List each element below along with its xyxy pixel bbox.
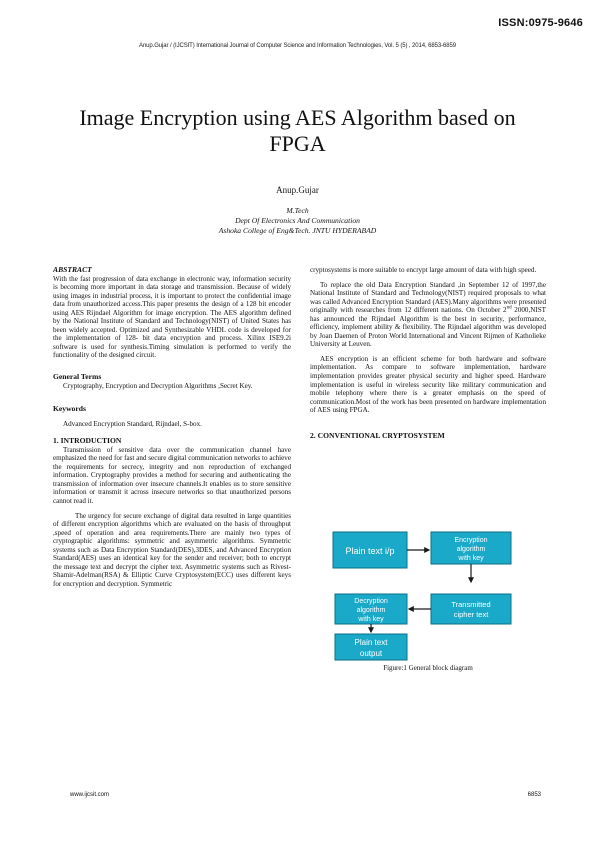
encryption-algorithm-box <box>431 532 511 564</box>
encryption-label-line-3: with key <box>458 555 484 562</box>
keywords-text: Advanced Encryption Standard, Rijndael, S-box. <box>63 419 202 428</box>
intro-paragraph-3 <box>310 281 546 349</box>
left-column <box>53 266 291 589</box>
journal-header: Anup.Gujar / (IJCSIT) International Journal of Computer Science and Information Technologies, Vol. 5 (5) , 2014, 6853-6859 <box>139 43 456 49</box>
right-column <box>310 266 546 440</box>
general-terms-text: Cryptography, Encryption and Decryption Algorithms ,Secret Key. <box>63 381 253 390</box>
affiliation-college: Ashoka College of Eng&Tech. JNTU HYDERABAD <box>218 226 377 235</box>
issn-label: ISSN:0975-9646 <box>498 17 583 29</box>
ordinal-superscript: nd <box>506 305 512 311</box>
author-affiliation <box>0 206 595 236</box>
affiliation-dept: Dept Of Electronics And Communication <box>235 216 360 225</box>
footer-page-number: 6853 <box>527 792 541 798</box>
transmitted-ciphertext-box <box>431 594 511 624</box>
encryption-label-line-1: Encryption <box>454 537 488 544</box>
keywords-heading: Keywords <box>53 404 86 414</box>
introduction-heading: 1. INTRODUCTION <box>53 436 122 446</box>
affiliation-degree: M.Tech <box>286 206 309 215</box>
abstract-text: With the fast progression of data exchange in electronic way, information security is becoming more important in data storage and transmission. Because of widely using images in industrial process, it is important to protect the confidential image data from unauthorized access.This paper presents the design of a 128 bit encoder using AES Rijndael Algorithm for image encryption. The AES algorithm defined by the National Institute of Standard and Technology(NIST) of United States has been widely accepted. Optimized and Synthesizable VHDL code is developed for the implementation of 128- bit data encryption and process. Xilinx ISE9.2i software is used for synthesis.Timing simulation is performed to verify the functionality of the designed circuit. <box>53 274 291 360</box>
plaintext-input-label: Plain text i/p <box>345 546 395 556</box>
decryption-label-line-2: algorithm <box>356 607 386 614</box>
intro-paragraph-1: Transmission of sensitive data over the communication channel have emphasized the need for fast and secure digital communication networks to achieve the requirements for secrecy, integrity and non reproduction of exchanged information. Cryptography provides a method for securing and authenticating the transmission of information over insecure channels.It enables us to store sensitive information or transmit it across insecure networks so that unauthorized persons cannot read it. <box>53 445 291 506</box>
paper-title: Image Encryption using AES Algorithm based on FPGA <box>79 105 516 156</box>
plaintext-output-box <box>335 634 407 660</box>
intro-paragraph-2: The urgency for secure exchange of digital data resulted in large quantities of different encryption algorithms which are evaluated on the basis of throughput ,speed of operation and area requirements.There are mainly two types of cryptographic algorithms: symmetric and asymmetric algorithms. Symmetric systems such as Data Encryption Standard(DES),3DES, and Advanced Encryption Standard(AES) uses an identical key for the sender and receiver; both to encrypt the message text and decrypt the cipher text. Asymmetric systems such as Rivest-Shamir-Adelman(RSA) & Elliptic Curve Cryptosystem(ECC) uses different keys for encryption and decryption. Symmetric <box>53 511 291 588</box>
encryption-label-line-2: algorithm <box>456 546 486 553</box>
footer-website: www.ijcsit.com <box>70 792 110 798</box>
intro-paragraph-4: AES encryption is an efficient scheme for both hardware and software implementation. As compare to software implementation, hardware implementation provides greater physical security and higher speed. Hardware implementation is useful in wireless security like military communication and mobile telephony where there is a greater emphasis on the speed of communication.Most of the work has been presented on hardware implementation of AES using FPGA. <box>310 354 546 415</box>
intro-paragraph-2-continued: cryptosystems is more suitable to encrypt large amount of data with high speed. <box>310 266 537 274</box>
ciphertext-label-line-1: Transmitted <box>451 600 491 609</box>
general-terms-heading: General Terms <box>53 372 102 382</box>
output-label-line-1: Plain text <box>354 638 388 647</box>
abstract-heading: ABSTRACT <box>53 265 92 274</box>
block-diagram <box>325 518 535 663</box>
figure-caption: Figure:1 General block diagram <box>383 664 473 672</box>
plaintext-input-box <box>333 532 407 568</box>
output-label-line-2: output <box>359 649 383 658</box>
intro-paragraph-3-part-1: To replace the old Data Encryption Standard ,in September 12 of 1997,the National Institute of Standard and Technology(NIST) required proposals to what was called Advanced Encryption Standard (AES).Many algorithms were presented originally with researches from 12 different nations. On October 2 <box>310 280 546 315</box>
author-name: Anup.Gujar <box>276 185 319 195</box>
intro-paragraph-3-part-2: 2000,NIST has announced the Rijndael Algorithm is the best in security, performance, efficiency, implement ability & flexibility. The Rijndael algorithm was developed by Joan Daemen of Proton World International and Vincent Rijmen of Katholieke University at Leuven. <box>310 306 546 349</box>
decryption-label-line-3: with key <box>358 616 384 623</box>
decryption-label-line-1: Decryption <box>354 598 388 605</box>
ciphertext-label-line-2: cipher text <box>453 610 489 619</box>
decryption-algorithm-box <box>335 594 407 624</box>
section-2-heading: 2. CONVENTIONAL CRYPTOSYSTEM <box>310 430 445 440</box>
